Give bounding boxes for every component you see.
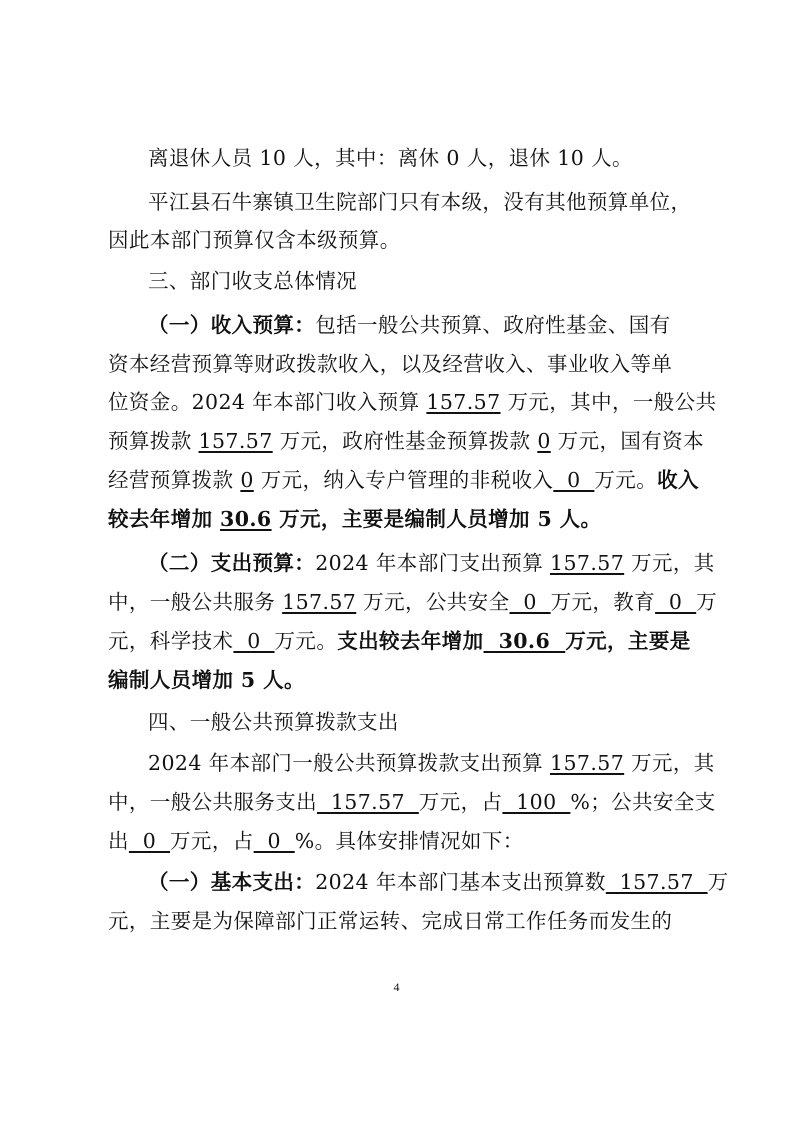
paragraph-line [108, 466, 699, 494]
text: %；公共安全支 [570, 790, 716, 814]
bold-text: 收入 [657, 468, 699, 492]
paragraph-line [148, 868, 728, 896]
amount: 100 [502, 790, 571, 814]
subheading: （二）支出预算： [148, 551, 316, 575]
text: 万元，国有资本 [550, 429, 704, 453]
bold-text: 万元，主要是 [565, 629, 691, 653]
amount: 157.57 [426, 390, 501, 414]
text: 万元，其 [624, 551, 715, 575]
amount: 0 [253, 829, 295, 853]
amount: 0 [240, 468, 254, 492]
paragraph-line [108, 350, 688, 378]
section-heading [148, 708, 728, 736]
text: 预算拨款 [108, 429, 199, 453]
paragraph-line [148, 311, 728, 339]
subheading: （一）收入预算： [148, 313, 316, 337]
text: 元，主要是为保障部门正常运转、完成日常工作任务而发生的 [108, 909, 673, 933]
text: 万元，占 [418, 790, 503, 814]
text: 万元，其 [624, 751, 715, 775]
amount: 0 [537, 429, 551, 453]
text: 包括一般公共预算、政府性基金、国有 [315, 313, 671, 337]
text: 因此本部门预算仅含本级预算。 [108, 228, 401, 252]
paragraph-line [108, 788, 716, 816]
text: 万元，其中，一般公共 [500, 390, 717, 414]
text: 元，科学技术 [108, 629, 234, 653]
heading-text: 三、部门收支总体情况 [148, 269, 357, 293]
text: 万元，政府性基金预算拨款 [272, 429, 538, 453]
amount: 0 [553, 468, 595, 492]
text: 2024 年本部门一般公共预算拨款支出预算 [148, 751, 551, 775]
text: 编制人员增加 5 人。 [108, 668, 305, 692]
amount: 157.57 [605, 870, 708, 894]
text: 万 [707, 870, 729, 894]
paragraph-line [108, 907, 688, 935]
heading-text: 四、一般公共预算拨款支出 [148, 710, 399, 734]
paragraph-line [148, 749, 728, 777]
text: 中，一般公共服务支出 [108, 790, 317, 814]
text: 万元，占 [170, 829, 254, 853]
text: 万元，纳入专户管理的非税收入 [253, 468, 554, 492]
amount: 157.57 [317, 790, 419, 814]
text: 万元，主要是编制人员增加 5 人。 [271, 507, 602, 531]
amount: 30.6 [220, 507, 272, 531]
amount: 157.57 [198, 429, 273, 453]
paragraph-line [108, 226, 688, 254]
text: 位资金。2024 年本部门收入预算 [108, 390, 427, 414]
bold-text: 支出较去年增加 [337, 629, 484, 653]
text: 平江县石牛寨镇卫生院部门只有本级，没有其他预算单位， [148, 190, 692, 214]
text: 离退休人员 10 人，其中：离休 0 人，退休 10 人。 [148, 146, 633, 170]
paragraph-line [108, 588, 718, 616]
text: 万元。 [274, 629, 338, 653]
section-heading [148, 267, 728, 295]
text: 万 [696, 590, 718, 614]
amount: 30.6 [483, 629, 566, 653]
text: 2024 年本部门基本支出预算数 [315, 870, 606, 894]
paragraph-line [108, 827, 688, 855]
amount: 0 [233, 629, 275, 653]
amount: 157.57 [550, 551, 625, 575]
text: 万元，公共安全 [356, 590, 510, 614]
text: 万元。 [594, 468, 658, 492]
text: 万元，教育 [550, 590, 656, 614]
amount: 0 [509, 590, 551, 614]
paragraph-line [148, 144, 728, 172]
page-number: 4 [393, 980, 400, 994]
text: 2024 年本部门支出预算 [315, 551, 551, 575]
paragraph-line [148, 188, 728, 216]
amount: 0 [655, 590, 697, 614]
text: 出 [108, 829, 129, 853]
paragraph-line [108, 388, 717, 416]
paragraph-line [148, 549, 728, 577]
amount: 0 [128, 829, 171, 853]
amount: 157.57 [550, 751, 625, 775]
text: 资本经营预算等财政拨款收入，以及经营收入、事业收入等单 [108, 352, 673, 376]
paragraph-line [108, 666, 688, 694]
text: 较去年增加 [108, 507, 221, 531]
text: %。具体安排情况如下： [294, 829, 524, 853]
amount: 157.57 [282, 590, 357, 614]
paragraph-line [108, 427, 704, 455]
text: 经营预算拨款 [108, 468, 241, 492]
text: 中，一般公共服务 [108, 590, 283, 614]
paragraph-line [108, 505, 688, 533]
subheading: （一）基本支出： [148, 870, 316, 894]
paragraph-line [108, 627, 691, 655]
